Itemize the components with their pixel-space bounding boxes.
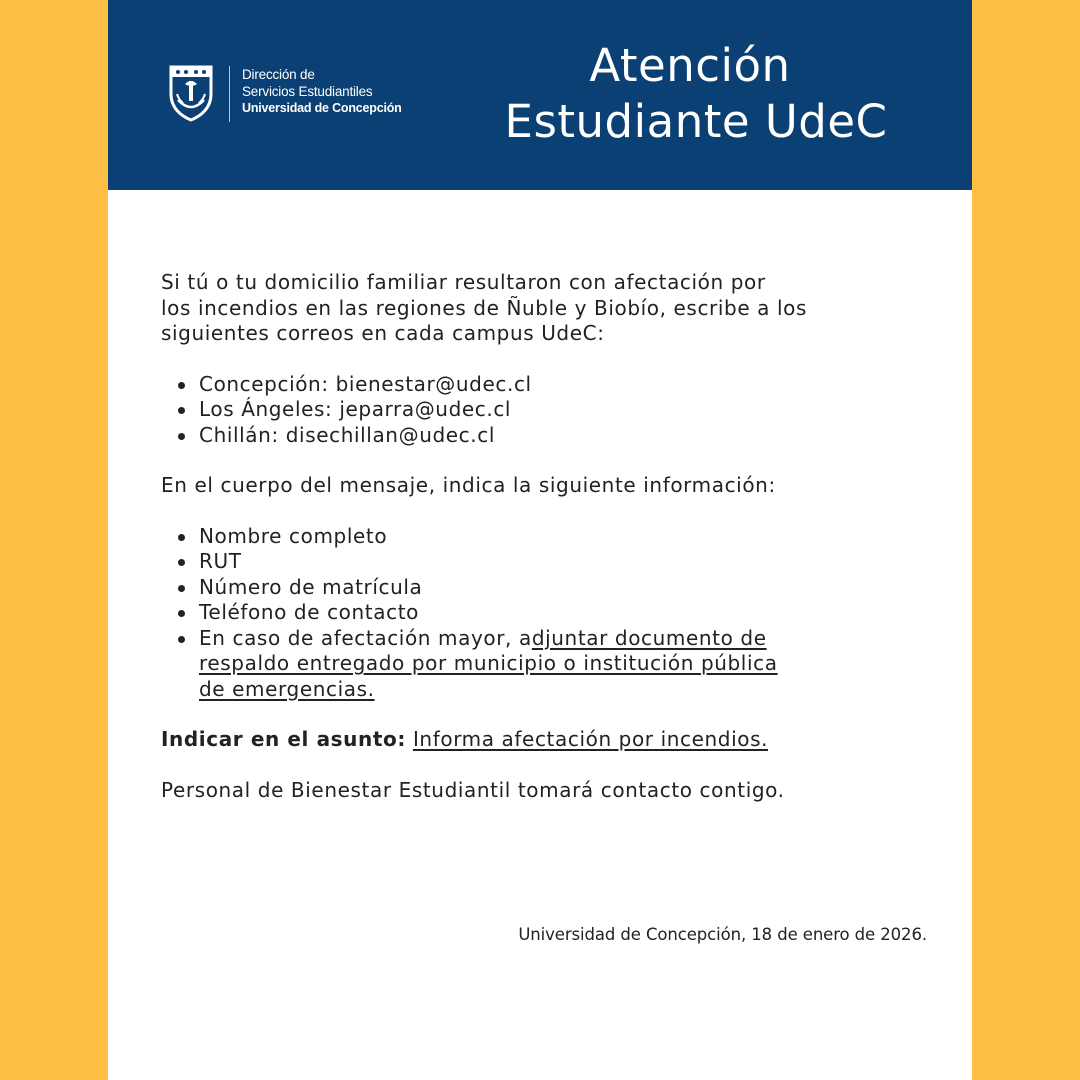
logo-divider	[229, 66, 230, 122]
title-line-2: Estudiante UdeC	[504, 95, 888, 148]
info-intro: En el cuerpo del mensaje, indica la siguiente información:	[161, 473, 776, 497]
list-item: Concepción: bienestar@udec.cl	[199, 372, 941, 398]
list-item: Número de matrícula	[199, 575, 941, 601]
intro-line-2: los incendios en las regiones de Ñuble y Biobío, escribe a los	[161, 295, 808, 320]
notice-panel	[108, 0, 972, 1080]
org-line-3: Universidad de Concepción	[242, 101, 402, 115]
document-item-underlined-1: djuntar documento de	[531, 625, 767, 650]
subject-value: Informa afectación por incendios.	[412, 727, 769, 751]
org-line-1: Dirección de	[242, 67, 315, 82]
document-item-prefix: En caso de afectación mayor, a	[199, 625, 532, 650]
list-item: Teléfono de contacto	[199, 600, 941, 626]
list-item: Chillán: disechillan@udec.cl	[199, 423, 941, 449]
document-item-underlined-3: de emergencias.	[199, 676, 375, 701]
header-banner	[108, 0, 972, 190]
required-info-list	[161, 524, 941, 703]
intro-line-3: siguientes correos en cada campus UdeC:	[161, 321, 605, 345]
footer-date: Universidad de Concepción, 18 de enero de 2026.	[518, 925, 927, 944]
intro-paragraph	[161, 270, 941, 347]
subject-label: Indicar en el asunto:	[161, 727, 406, 751]
udec-shield-icon	[168, 64, 214, 122]
org-line-2: Servicios Estudiantiles	[242, 83, 373, 99]
campus-email-list	[161, 372, 941, 449]
list-item: Nombre completo	[199, 524, 941, 550]
list-item-document	[199, 626, 941, 703]
list-item: Los Ángeles: jeparra@udec.cl	[199, 397, 941, 423]
document-item-underlined-2: respaldo entregado por municipio o institución pública	[199, 651, 778, 675]
org-name	[242, 67, 402, 117]
page-title	[466, 38, 926, 150]
intro-line-1: Si tú o tu domicilio familiar resultaron con afectación por	[161, 270, 766, 294]
title-line-1: Atención	[589, 39, 791, 92]
subject-instruction	[161, 727, 941, 753]
notice-body	[161, 270, 941, 803]
list-item: RUT	[199, 549, 941, 575]
closing-statement: Personal de Bienestar Estudiantil tomará contacto contigo.	[161, 777, 785, 802]
